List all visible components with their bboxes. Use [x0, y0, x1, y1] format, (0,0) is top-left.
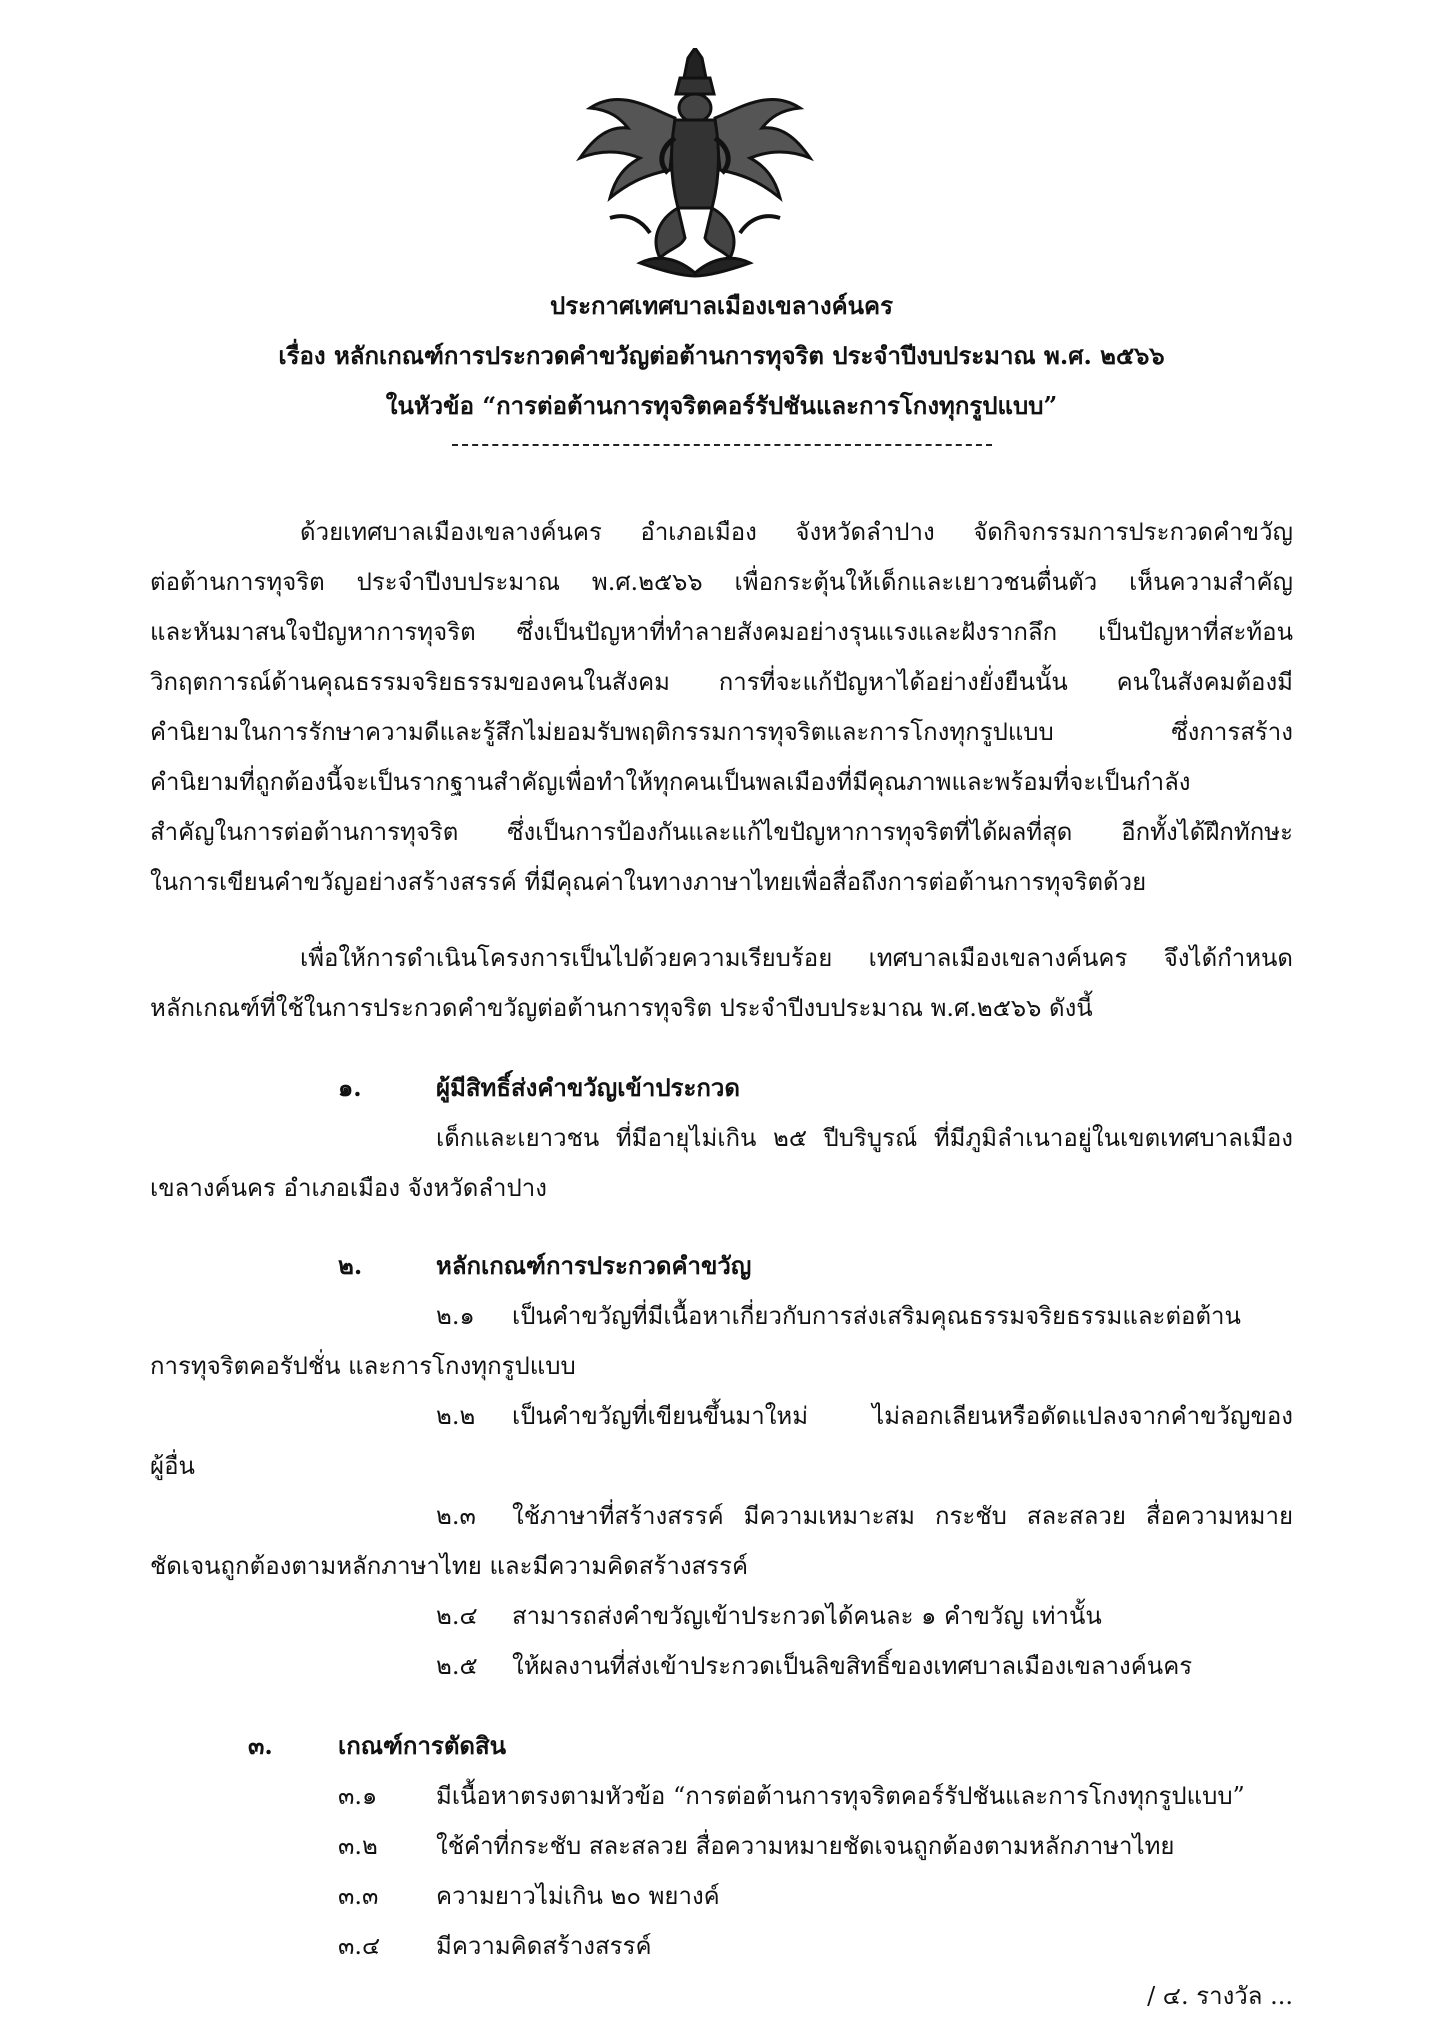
- item-line: มีความคิดสร้างสรรค์: [436, 1932, 652, 1960]
- announcement-topic: ในหัวข้อ “การต่อต้านการทุจริตคอร์รัปชันและการโกงทุกรูปแบบ”: [385, 391, 1058, 420]
- item-line: มีเนื้อหาตรงตามหัวข้อ “การต่อต้านการทุจริตคอร์รัปชันและการโกงทุกรูปแบบ”: [436, 1782, 1245, 1810]
- announcement-subject: เรื่อง หลักเกณฑ์การประกวดคำขวัญต่อต้านการทุจริต ประจำปีงบประมาณ พ.ศ. ๒๕๖๖: [278, 341, 1165, 370]
- section-line: เขลางค์นคร อำเภอเมือง จังหวัดลำปาง: [150, 1174, 547, 1202]
- intro-line: ด้วยเทศบาลเมืองเขลางค์นคร อำเภอเมือง จังหวัดลำปาง จัดกิจกรรมการประกวดคำขวัญ: [300, 518, 1293, 546]
- item-number: ๒.๒: [436, 1402, 476, 1430]
- intro-line: วิกฤตการณ์ด้านคุณธรรมจริยธรรมของคนในสังคม การที่จะแก้ปัญหาได้อย่างยั่งยืนนั้น คนในสังคมต้องมี: [150, 668, 1293, 696]
- intro-line: สำคัญในการต่อต้านการทุจริต ซึ่งเป็นการป้องกันและแก้ไขปัญหาการทุจริตที่ได้ผลที่สุด อีกทั้งได้ฝึกทักษะ: [150, 818, 1293, 846]
- continuation-note: / ๔. รางวัล ...: [1147, 1982, 1293, 2010]
- section-line: เด็กและเยาวชน ที่มีอายุไม่เกิน ๒๕ ปีบริบูรณ์ ที่มีภูมิลำเนาอยู่ในเขตเทศบาลเมือง: [436, 1124, 1293, 1152]
- item-line: เป็นคำขวัญที่เขียนขึ้นมาใหม่ ไม่ลอกเลียนหรือดัดแปลงจากคำขวัญของ: [512, 1402, 1293, 1430]
- section-number: ๒.: [338, 1251, 363, 1280]
- item-number: ๓.๔: [338, 1932, 381, 1960]
- item-line: เป็นคำขวัญที่มีเนื้อหาเกี่ยวกับการส่งเสริมคุณธรรมจริยธรรมและต่อต้าน: [512, 1302, 1241, 1330]
- section-title: เกณฑ์การตัดสิน: [338, 1731, 507, 1760]
- section-number: ๓.: [248, 1731, 273, 1760]
- section-title: หลักเกณฑ์การประกวดคำขวัญ: [436, 1251, 752, 1280]
- intro-line: คำนิยามในการรักษาความดีและรู้สึกไม่ยอมรับพฤติกรรมการทุจริตและการโกงทุกรูปแบบ ซึ่งการสร้าง: [150, 718, 1293, 746]
- item-line: ใช้คำที่กระชับ สละสลวย สื่อความหมายชัดเจนถูกต้องตามหลักภาษาไทย: [436, 1832, 1175, 1860]
- item-line: สามารถส่งคำขวัญเข้าประกวดได้คนละ ๑ คำขวัญ เท่านั้น: [512, 1602, 1102, 1630]
- intro-line: คำนิยามที่ถูกต้องนี้จะเป็นรากฐานสำคัญเพื่อทำให้ทุกคนเป็นพลเมืองที่มีคุณภาพและพร้อมที่จะเป็นกำลัง: [150, 768, 1191, 796]
- announcement-title: ประกาศเทศบาลเมืองเขลางค์นคร: [549, 291, 893, 320]
- intro-line: และหันมาสนใจปัญหาการทุจริต ซึ่งเป็นปัญหาที่ทำลายสังคมอย่างรุนแรงและฝังรากลึก เป็นปัญหาที่สะท้อน: [150, 618, 1293, 646]
- section-number: ๑.: [338, 1073, 362, 1102]
- item-line: ใช้ภาษาที่สร้างสรรค์ มีความเหมาะสม กระชับ สละสลวย สื่อความหมาย: [512, 1502, 1293, 1530]
- garuda-emblem-icon: [570, 48, 820, 278]
- item-number: ๒.๔: [436, 1602, 478, 1630]
- section-title: ผู้มีสิทธิ์ส่งคำขวัญเข้าประกวด: [436, 1073, 740, 1102]
- item-line: ความยาวไม่เกิน ๒๐ พยางค์: [436, 1882, 720, 1910]
- item-number: ๓.๓: [338, 1882, 379, 1910]
- item-number: ๓.๑: [338, 1782, 378, 1810]
- item-line: ชัดเจนถูกต้องตามหลักภาษาไทย และมีความคิดสร้างสรรค์: [150, 1552, 749, 1580]
- item-line: ผู้อื่น: [150, 1452, 195, 1480]
- item-number: ๒.๕: [436, 1652, 478, 1680]
- header-divider: [452, 444, 992, 446]
- purpose-line: เพื่อให้การดำเนินโครงการเป็นไปด้วยความเรียบร้อย เทศบาลเมืองเขลางค์นคร จึงได้กำหนด: [300, 944, 1293, 972]
- intro-line: ต่อต้านการทุจริต ประจำปีงบประมาณ พ.ศ.๒๕๖๖ เพื่อกระตุ้นให้เด็กและเยาวชนตื่นตัว เห็นความสำคัญ: [150, 568, 1293, 596]
- intro-line: ในการเขียนคำขวัญอย่างสร้างสรรค์ ที่มีคุณค่าในทางภาษาไทยเพื่อสื่อถึงการต่อต้านการทุจริตด้วย: [150, 868, 1147, 896]
- item-line: ให้ผลงานที่ส่งเข้าประกวดเป็นลิขสิทธิ์ของเทศบาลเมืองเขลางค์นคร: [512, 1652, 1193, 1680]
- item-number: ๒.๑: [436, 1302, 475, 1330]
- garuda-emblem-drawing: [570, 48, 820, 278]
- item-number: ๒.๓: [436, 1502, 476, 1530]
- purpose-line: หลักเกณฑ์ที่ใช้ในการประกวดคำขวัญต่อต้านการทุจริต ประจำปีงบประมาณ พ.ศ.๒๕๖๖ ดังนี้: [150, 994, 1093, 1022]
- item-number: ๓.๒: [338, 1832, 378, 1860]
- item-line: การทุจริตคอรัปชั่น และการโกงทุกรูปแบบ: [150, 1352, 576, 1380]
